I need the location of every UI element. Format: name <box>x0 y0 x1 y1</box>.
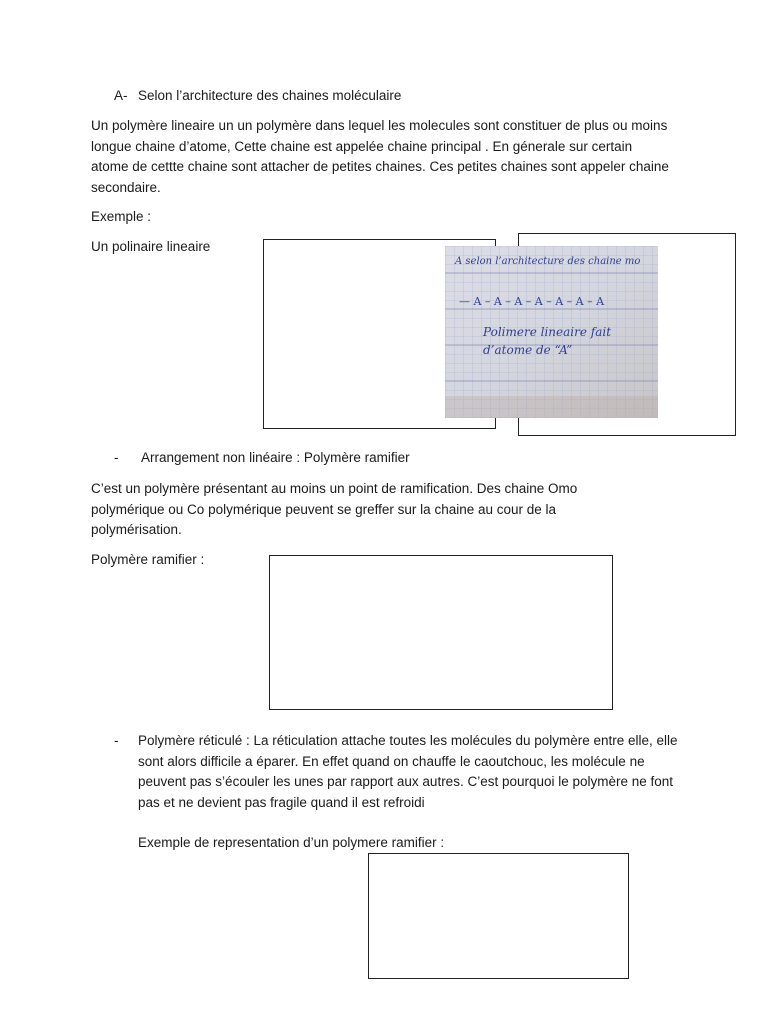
representation-example-label: Exemple de representation d’un polymere ramifier : <box>138 835 445 850</box>
ramified-polymer-label: Polymère ramifier : <box>91 552 205 567</box>
bullet-crosslinked-polymer: Polymère réticulé : La réticulation attache toutes les molécules du polymère entre elle, elle sont alors difficile a éparer. En effet quand on chauffe le caoutchouc, les molécule ne peuvent pas s’écouler les unes par rapport aux autres. C’est pourquoi le polymère ne font pas et ne devient pas fragile quand il est refroidi <box>138 733 678 810</box>
handwritten-notebook-photo <box>445 246 658 418</box>
ramified-polymer-frame <box>269 555 613 710</box>
paragraph-linear-polymer: Un polymère lineaire un un polymère dans lequel les molecules sont constituer de plus ou moins longue chaine d’atome, Cette chaine est appelée chaine principal . En génerale sur certain atome de cettte chaine sont attacher de petites chaines. Ces petites chaines sont appeler chaine secondaire. <box>91 118 669 195</box>
handwritten-heading: A selon l’architecture des chaine mo <box>455 256 641 267</box>
handwritten-chain: — A – A – A – A – A – A – A <box>459 295 605 308</box>
paragraph-ramified-polymer: C’est un polymère présentant au moins un point de ramification. Des chaine Omo polymérique ou Co polymérique peuvent se greffer sur la chaine au cour de la polymérisation. <box>91 481 578 537</box>
section-title: Selon l’architecture des chaines moléculaire <box>138 88 402 103</box>
example-label: Exemple : <box>91 209 152 224</box>
representation-frame <box>368 853 629 979</box>
bullet-nonlinear-arrangement: Arrangement non linéaire : Polymère ramifier <box>141 450 410 465</box>
handwritten-note-line2: d’atome de “A” <box>483 343 573 357</box>
handwritten-note-line1: Polimere lineaire fait <box>483 325 612 339</box>
section-marker: A- <box>114 88 128 103</box>
linear-polymer-label: Un polinaire lineaire <box>91 239 211 254</box>
bullet-dash: - <box>114 733 119 748</box>
bullet-dash: - <box>114 450 119 465</box>
